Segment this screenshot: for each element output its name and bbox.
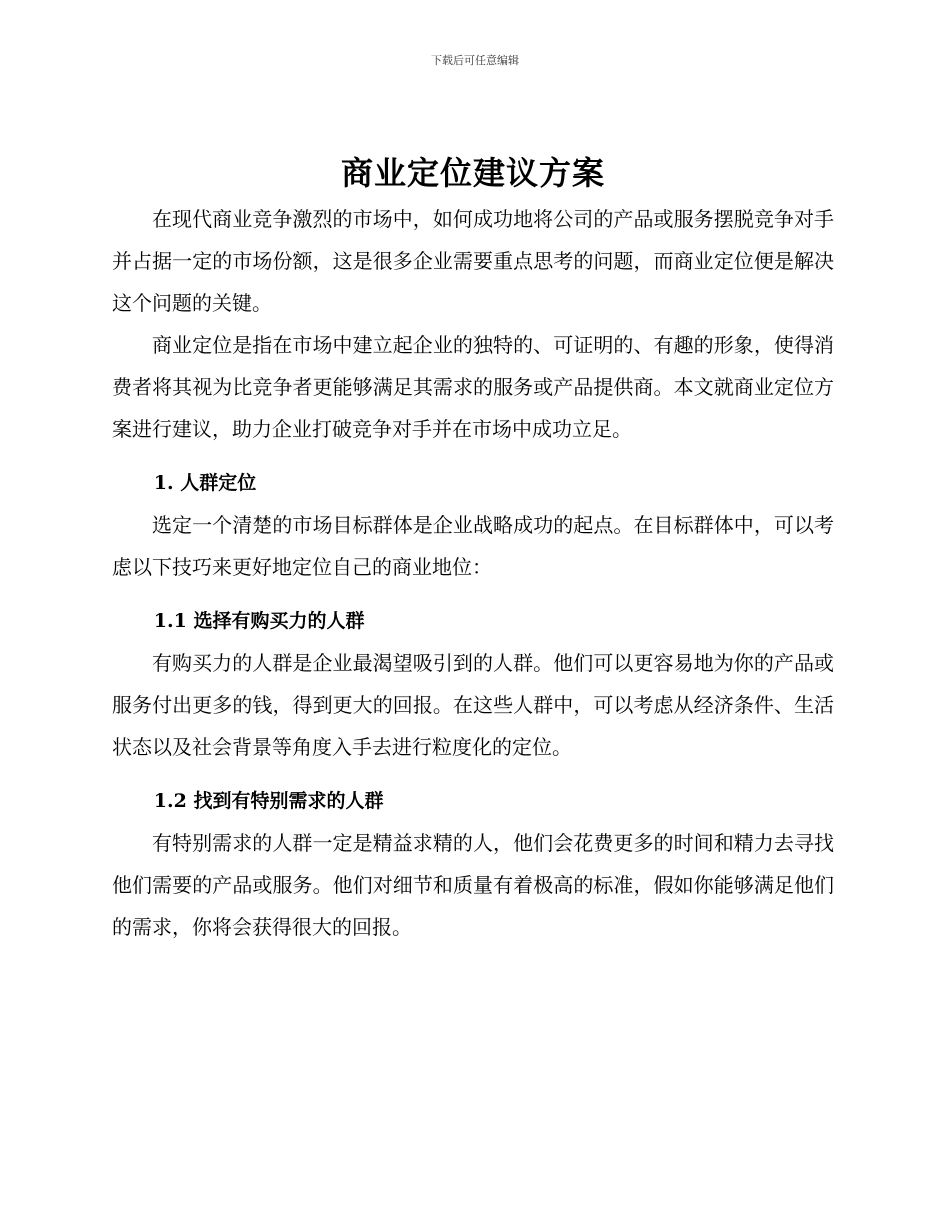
section-paragraph-special-needs: 有特别需求的人群一定是精益求精的人，他们会花费更多的时间和精力去寻找他们需要的产品或服务。他们对细节和质量有着极高的标准，假如你能够满足他们的需求，你将会获得很大的回报。 (112, 831, 834, 939)
document-body (112, 148, 834, 948)
section-paragraph-audience-positioning: 选定一个清楚的市场目标群体是企业战略成功的起点。在目标群体中，可以考虑以下技巧来更好地定位自己的商业地位： (112, 513, 834, 579)
section-paragraph-purchasing-power: 有购买力的人群是企业最渴望吸引到的人群。他们可以更容易地为你的产品或服务付出更多的钱，得到更大的回报。在这些人群中，可以考虑从经济条件、生活状态以及社会背景等角度入手去进行粒度化的定位。 (112, 651, 834, 759)
intro-paragraph-1: 在现代商业竞争激烈的市场中，如何成功地将公司的产品或服务摆脱竞争对手并占据一定的市场份额，这是很多企业需要重点思考的问题，而商业定位便是解决这个问题的关键。 (112, 207, 834, 315)
page-header: 下载后可任意编辑 (431, 54, 519, 67)
section-heading-audience-positioning: 1. 人群定位 (153, 472, 257, 494)
section-heading-purchasing-power: 1.1 选择有购买力的人群 (153, 610, 365, 632)
intro-paragraph-2: 商业定位是指在市场中建立起企业的独特的、可证明的、有趣的形象，使得消费者将其视为比竞争者更能够满足其需求的服务或产品提供商。本文就商业定位方案进行建议，助力企业打破竞争对手并在市场中成功立足。 (112, 333, 834, 441)
section-heading-special-needs: 1.2 找到有特别需求的人群 (153, 790, 384, 812)
document-title: 商业定位建议方案 (340, 154, 605, 192)
